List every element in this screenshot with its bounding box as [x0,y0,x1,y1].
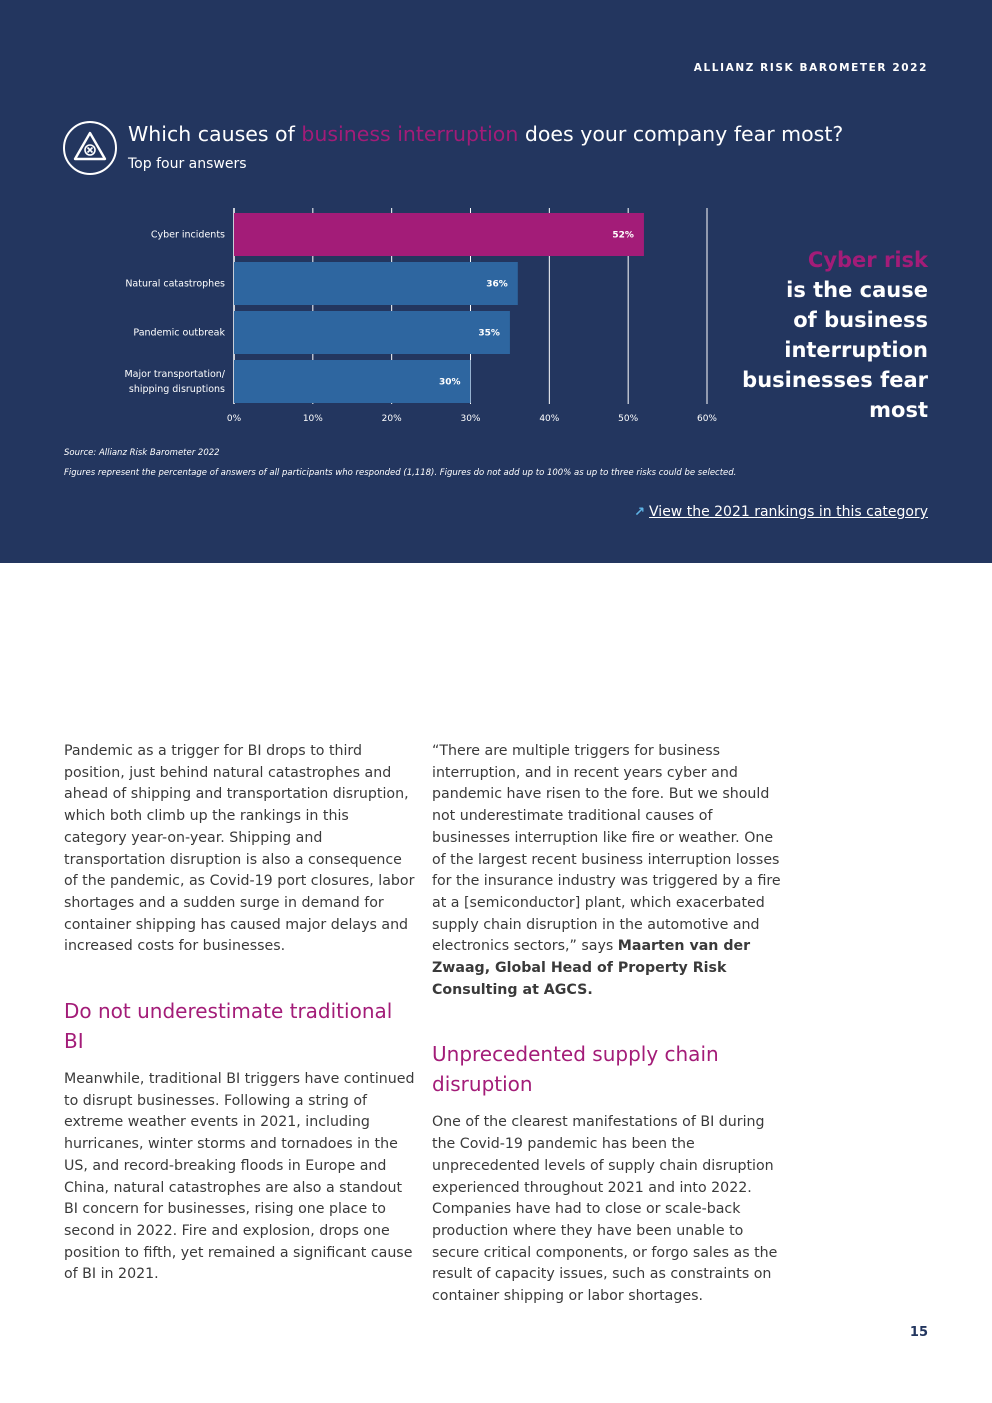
callout-line: of business [793,308,928,332]
business-interruption-warning-icon [62,120,118,176]
bar [234,213,644,256]
quote-paragraph [432,741,784,1001]
rankings-link[interactable] [634,504,928,520]
callout-line: most [869,398,928,422]
category-label: Major transportation/ [124,369,225,380]
question-text-before: Which causes of [128,122,302,146]
report-eyebrow: ALLIANZ RISK BAROMETER 2022 [693,62,928,74]
category-label: Cyber incidents [150,229,225,241]
bar-value-label: 30% [438,377,461,388]
question-text-after: does your company fear most? [518,122,844,146]
quote-attribution: Maarten van der Zwaag, Global Head of Property Risk Consulting at AGCS. [432,938,751,998]
section-heading: Unprecedented supply chain disruption [432,1042,719,1097]
callout-line: is the cause [786,278,928,302]
x-tick-label: 30% [460,414,481,424]
bar-value-label: 36% [486,279,508,290]
x-tick-label: 10% [302,414,323,424]
x-tick-label: 20% [381,414,402,424]
bar [234,262,518,305]
x-tick-label: 50% [618,414,639,424]
chart-footnote: Figures represent the percentage of answers of all participants who responded (1,118). Figures do not add up to 100% as up to three risks could be selected. [64,468,737,478]
body-paragraph: One of the clearest manifestations of BI during the Covid-19 pandemic has been the unprecedented levels of supply chain disruption experienced throughout 2021 and into 2022. Companies have had to close or scale-back production where they have been unable to secure critical components, or forgo sales as the result of capacity issues, such as constraints on container shipping or labor shortages. [432,1114,778,1305]
body-paragraph: Pandemic as a trigger for BI drops to third position, just behind natural catastrophes and ahead of shipping and transportation disruption, which both climb up the rankings in this category year-on-year. Shipping and transportation disruption is also a consequence of the pandemic, as Covid-19 port closures, labor shortages and a sudden surge in demand for container shipping has caused major delays and increased costs for businesses. [64,743,415,955]
external-arrow-icon: ↗ [634,504,646,520]
bar-value-label: 52% [612,230,634,241]
x-tick-label: 0% [226,414,242,424]
x-tick-label: 40% [539,414,560,424]
category-label: Pandemic outbreak [133,327,225,339]
body-column-right [432,741,784,1308]
x-tick-label: 60% [696,414,718,424]
hero-panel [0,0,992,563]
bi-causes-bar-chart [0,200,740,430]
bar-value-label: 35% [478,328,500,339]
chart-subtitle: Top four answers [128,156,247,172]
bar [234,311,510,354]
body-paragraph: Meanwhile, traditional BI triggers have continued to disrupt businesses. Following a string of extreme weather events in 2021, including hurricanes, winter storms and tornadoes in the US, and record-breaking floods in Europe and China, natural catastrophes are also a standout BI concern for businesses, rising one place to second in 2022. Fire and explosion, drops one position to fifth, yet remained a significant cause of BI in 2021. [64,1071,415,1283]
bar [234,360,471,403]
callout-line: interruption [784,338,928,362]
body-column-left [64,741,416,1286]
section-heading: Do not underestimate traditional BI [64,999,393,1054]
category-label: shipping disruptions [128,384,225,395]
chart-question [128,122,843,146]
question-highlight: business interruption [301,122,519,146]
chart-source: Source: Allianz Risk Barometer 2022 [64,448,220,458]
callout-highlight: Cyber risk [807,248,928,272]
callout-line: businesses fear [742,368,928,392]
quote-text: “There are multiple triggers for business interruption, and in recent years cyber and pandemic have risen to the fore. But we should not underestimate traditional causes of businesses interruption like fire or weather. One of the largest recent business interruption losses for the insurance industry was triggered by a fire at a [semiconductor] plant, which exacerbated supply chain disruption in the automotive and electronics sectors,” says [432,743,781,955]
category-label: Natural catastrophes [125,278,225,290]
page-number: 15 [909,1325,928,1340]
rankings-link-text[interactable]: View the 2021 rankings in this category [649,504,928,520]
key-finding-callout [668,245,928,425]
